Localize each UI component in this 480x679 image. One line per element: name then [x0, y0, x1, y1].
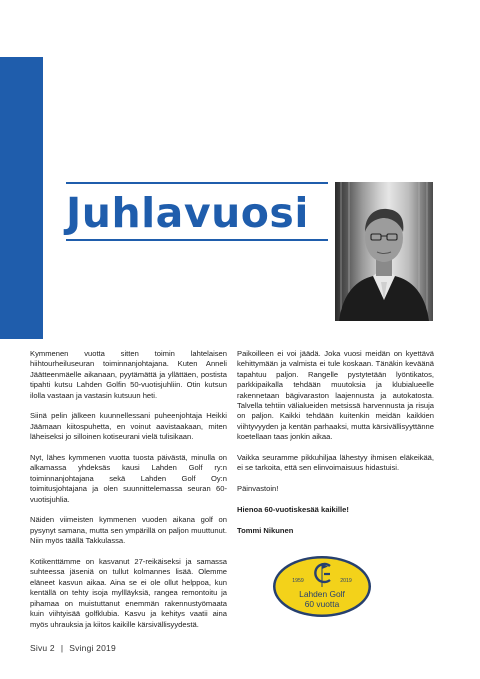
author-portrait — [335, 182, 433, 321]
signature-greeting: Hienoa 60-vuotiskesää kaikille! — [237, 505, 349, 515]
paragraph: Paikoilleen ei voi jäädä. Joka vuosi meidän on kyettävä kehittymään ja valmista ei tule koskaan. Tänäkin keväänä tapahtuu paljon. Rangelle pystytetään lyöntikatos, parkkipaikalla tehdään muutoksia ja klubialueelle rakennetaan bägivaraston laajennusta ja autokatosta. Talvella tehtiin välialueiden metsissä harvennusta ja risuja on paljon. Kaikki tehdään kuitenkin meidän kaikkien viihtyvyyden ja kentän parhaaksi, mutta kärsivällisyyttänne koetellaan taas jonkin aikaa. — [237, 349, 434, 442]
title-rule-top — [66, 182, 328, 184]
logo-subtitle: 60 vuotta — [304, 599, 340, 609]
logo-name: Lahden Golf — [299, 589, 345, 599]
page-number: Sivu 2 — [30, 643, 55, 653]
lahden-golf-60-logo — [272, 555, 372, 618]
title-rule-bottom — [66, 239, 328, 241]
paragraph: Vaikka seuramme pikkuhiljaa lähestyy ihmisen eläkeikää, ei se tarkoita, että sen elinvoimaisuus hidastuisi. — [237, 453, 434, 473]
publication-name: Svingi 2019 — [69, 643, 116, 653]
paragraph: Siinä pelin jälkeen kuunnellessani puheenjohtaja Heikki Jäämaan kiitospuhetta, en voinut aavistaakaan, miten läheiseksi jo silloinen kotiseurani vielä tulisikaan. — [30, 411, 227, 442]
article-column-left — [30, 349, 227, 640]
paragraph: Kotikenttämme on kasvanut 27-reikäiseksi ja samassa suhteessa jäseniä on tullut kolmannes lisää. Olemme eläneet kasvun aikaa. Aina se ei ole ollut helppoa, kun kentällä on tehty isoja myllläyksiä, rangea remontoitu ja pihamaa on muistuttanut enemmän rakennustyömaata kuin viihtyisää golfklubia. Kasvu ja kehitys vaatii aina myös uhrauksia ja kiitos kaikille kärsivällisyydestä. — [30, 557, 227, 629]
paragraph: Kymmenen vuotta sitten toimin lahtelaisen hiihtourheiluseuran toiminnanjohtajana. Kuten Anneli Jäätteenmäelle aikanaan, pyytämättä ja yllättäen, postista tipahti kutsu Lahden Golfin 50-vuotisjuhliin. Otin kutsun ilolla vastaan ja vastasin kutsuun heti. — [30, 349, 227, 400]
paragraph: Päinvastoin! — [237, 484, 279, 494]
paragraph: Nyt, lähes kymmenen vuotta tuosta päivästä, minulla on alkamassa yhdeksäs kausi Lahden Golf ry:n toiminnanjohtajana sekä Lahden Golf Oy:n toimitusjohtajana ja olen suunnittelemassa seuran 60-vuotisjuhlia. — [30, 453, 227, 504]
article-column-right — [237, 349, 434, 547]
decorative-blue-bar — [0, 57, 43, 339]
signature-name: Tommi Nikunen — [237, 525, 294, 535]
logo-year-left: 1959 — [292, 578, 304, 584]
article-title: Juhlavuosi — [66, 189, 309, 237]
paragraph: Näiden viimeisten kymmenen vuoden aikana golf on pysynyt samana, mutta sen ympärillä on paljon muuttunut. Niin myös täällä Takkulassa. — [30, 515, 227, 546]
logo-year-right: 2019 — [340, 578, 352, 584]
footer-separator: | — [60, 643, 64, 653]
page-footer — [30, 643, 116, 653]
